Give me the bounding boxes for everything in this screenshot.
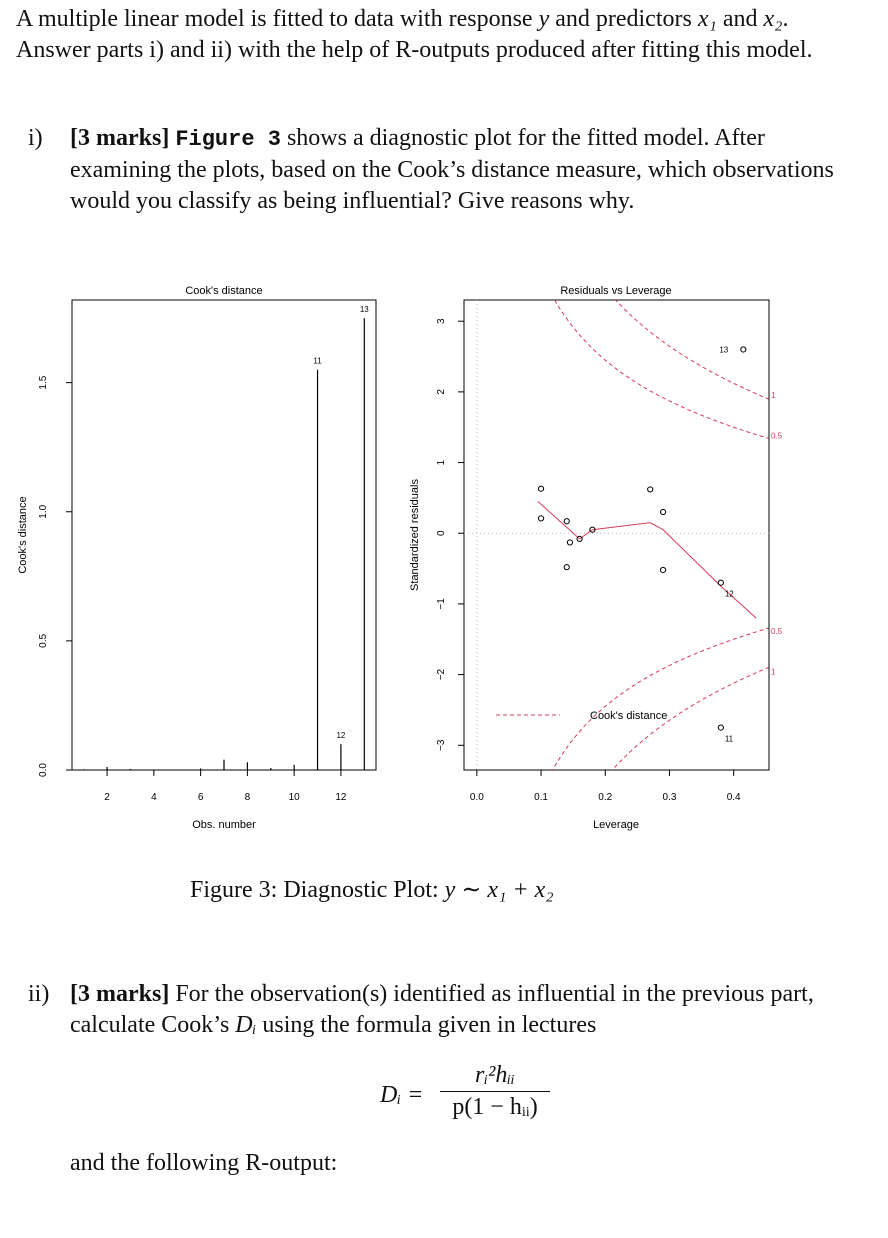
leverage-x-tick-label: 0.3: [662, 792, 677, 803]
residual-point-label: 11: [724, 734, 734, 744]
residual-y-tick-label: −1: [436, 598, 447, 610]
part-i-marks: [3 marks]: [70, 125, 170, 151]
residual-point: [660, 567, 665, 572]
residual-y-tick-label: −2: [436, 668, 447, 681]
cooks-y-tick-label: 1.0: [38, 504, 49, 519]
residuals-plot-frame: [464, 300, 769, 770]
part-i-number: i): [28, 125, 43, 151]
residual-y-tick-label: 0: [436, 530, 447, 537]
caption-model: y ∼ x₁ + x₂: [444, 877, 554, 903]
intro-predictors-text: and predictors: [555, 6, 692, 32]
cooks-point-label: 13: [359, 305, 369, 315]
formula-numerator: rᵢ²hᵢᵢ: [475, 1062, 515, 1088]
residual-y-tick-label: 1: [436, 459, 447, 466]
cooks-x-tick-label: 8: [244, 792, 251, 803]
std-residuals-y-label: Standardized residuals: [409, 479, 421, 591]
cooks-y-tick-label: 0.5: [38, 633, 49, 648]
part-ii-marks: [3 marks]: [70, 981, 170, 1007]
leverage-x-tick-label: 0.0: [469, 792, 484, 803]
cooks-plot-frame: [72, 300, 376, 770]
part-ii-text1: For the observation(s) identified as influential in the previous part, calculate Cook’s: [70, 981, 814, 1038]
intro-var-x2: x₂: [763, 6, 783, 32]
diagnostic-figure: [0, 270, 888, 870]
cooks-x-tick-label: 12: [335, 792, 347, 803]
residual-point: [648, 487, 653, 492]
cooks-legend-label: Cook's distance: [590, 710, 668, 722]
cooks-legend: [496, 710, 667, 722]
intro-var-y: y: [538, 6, 550, 32]
cooks-point-label: 11: [313, 356, 322, 366]
intro-paragraph: [16, 4, 866, 66]
cooks-x-label: Obs. number: [192, 819, 256, 831]
cooks-marks: [38, 305, 369, 803]
part-i: [28, 123, 863, 217]
formula-fraction: [440, 1062, 550, 1121]
cooks-plot-title: Cook's distance: [185, 285, 263, 297]
part-i-text: shows a diagnostic plot for the fitted model. After examining the plots, based on the Cook’s distance measure, which observations would you classify as being influential? Give reasons why.: [70, 125, 834, 214]
residual-point: [741, 347, 746, 352]
leverage-x-tick-label: 0.2: [598, 792, 613, 803]
residual-point: [660, 509, 665, 514]
cooks-x-tick-label: 2: [104, 792, 110, 803]
cooks-y-tick-label: 0.0: [38, 763, 49, 777]
cooks-contour-label: 0.5: [771, 626, 783, 636]
intro-text: A multiple linear model is fitted to data with response: [16, 6, 533, 32]
formula-denominator: p(1 − hᵢᵢ): [452, 1094, 538, 1120]
cooks-x-tick-label: 6: [197, 792, 204, 803]
cooks-contour-label: 0.5: [771, 431, 783, 441]
residual-point: [564, 519, 569, 524]
cooks-contour: [483, 667, 768, 870]
residuals-plot-area: [464, 270, 769, 870]
cooks-distance-panel: [17, 285, 376, 831]
residual-point: [538, 516, 543, 521]
tail-text: and the following R-output:: [70, 1150, 338, 1176]
cooks-contour-label: 1: [771, 391, 776, 401]
formula-bar: [440, 1091, 550, 1092]
residual-point-label: 12: [724, 589, 734, 599]
figure-caption: [190, 875, 554, 904]
part-ii-number: ii): [28, 981, 50, 1007]
part-ii-di: Dᵢ: [235, 1012, 257, 1038]
residual-point: [564, 565, 569, 570]
intro-rest: . Answer parts i) and ii) with the help of R-outputs produced after fitting this model.: [16, 6, 813, 63]
leverage-x-tick-label: 0.1: [534, 792, 549, 803]
leverage-x-label: Leverage: [593, 819, 639, 831]
residual-point: [718, 725, 723, 730]
cooks-y-tick-label: 1.5: [38, 375, 49, 390]
residual-point: [718, 580, 723, 585]
cooks-x-tick-label: 4: [151, 792, 157, 803]
part-ii: [28, 979, 863, 1041]
formula-lhs: Dᵢ =: [380, 1082, 424, 1108]
part-ii-text2: using the formula given in lectures: [262, 1012, 597, 1038]
residual-y-tick-label: 3: [436, 318, 447, 324]
residual-point-label: 13: [719, 345, 729, 355]
caption-label: Figure 3: Diagnostic Plot:: [190, 877, 439, 903]
cooks-contour: [483, 628, 768, 870]
part-i-figure-ref: Figure 3: [175, 127, 281, 152]
residual-y-tick-label: 2: [436, 389, 447, 395]
residual-point: [567, 540, 572, 545]
leverage-x-tick-label: 0.4: [726, 792, 741, 803]
smooth-line: [538, 501, 756, 618]
cooks-contour-label: 1: [771, 667, 776, 677]
intro-and: and: [722, 6, 758, 32]
residual-y-tick-label: −3: [436, 739, 447, 751]
residuals-leverage-panel: [409, 270, 783, 870]
residuals-plot-title: Residuals vs Leverage: [560, 285, 672, 297]
cooks-y-label: Cook's distance: [17, 496, 29, 574]
intro-var-x1: x₁: [697, 6, 717, 32]
cooks-x-tick-label: 10: [288, 792, 300, 803]
residuals-marks: [436, 318, 783, 803]
cooks-point-label: 12: [336, 731, 346, 741]
residual-point: [538, 486, 543, 491]
